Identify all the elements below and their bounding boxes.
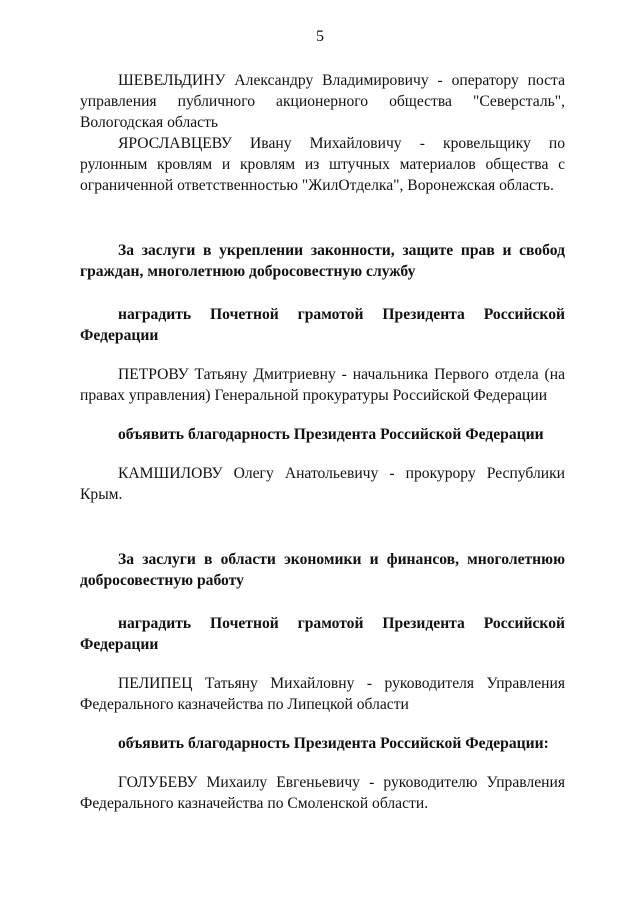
award-entry-golubev: ГОЛУБЕВУ Михаилу Евгеньевичу - руководителю Управления Федерального казначейства по Смоленской области. <box>80 774 565 812</box>
document-body <box>80 70 565 814</box>
award-type-thanks: объявить благодарность Президента Российской Федерации <box>118 426 544 443</box>
award-entry-pelipets: ПЕЛИПЕЦ Татьяну Михайловну - руководителя Управления Федерального казначейства по Липецкой области <box>80 675 565 713</box>
section-heading-legality: За заслуги в укреплении законности, защите прав и свобод граждан, многолетнюю добросовестную службу <box>80 242 565 280</box>
page-number: 5 <box>316 28 324 45</box>
award-entry-kamshilov: КАМШИЛОВУ Олегу Анатольевичу - прокурору Республики Крым. <box>80 465 565 503</box>
award-entry-yaroslavtsev: ЯРОСЛАВЦЕВУ Ивану Михайловичу - кровельщику по рулонным кровлям и кровлям из штучных материалов общества с ограниченной ответственностью "ЖилОтделка", Воронежская область. <box>80 135 565 194</box>
award-type-thanks-2: объявить благодарность Президента Российской Федерации: <box>118 735 549 752</box>
section-heading-economy: За заслуги в области экономики и финансов, многолетнюю добросовестную работу <box>80 551 565 589</box>
award-type-certificate: наградить Почетной грамотой Президента Российской Федерации <box>80 306 565 344</box>
award-type-certificate-2: наградить Почетной грамотой Президента Российской Федерации <box>80 615 565 653</box>
award-entry-petrova: ПЕТРОВУ Татьяну Дмитриевну - начальника Первого отдела (на правах управления) Генеральной прокуратуры Российской Федерации <box>80 366 565 404</box>
award-entry-shevelding: ШЕВЕЛЬДИНУ Александру Владимировичу - оператору поста управления публичного акционерного общества "Северсталь", Вологодская область <box>80 72 565 131</box>
